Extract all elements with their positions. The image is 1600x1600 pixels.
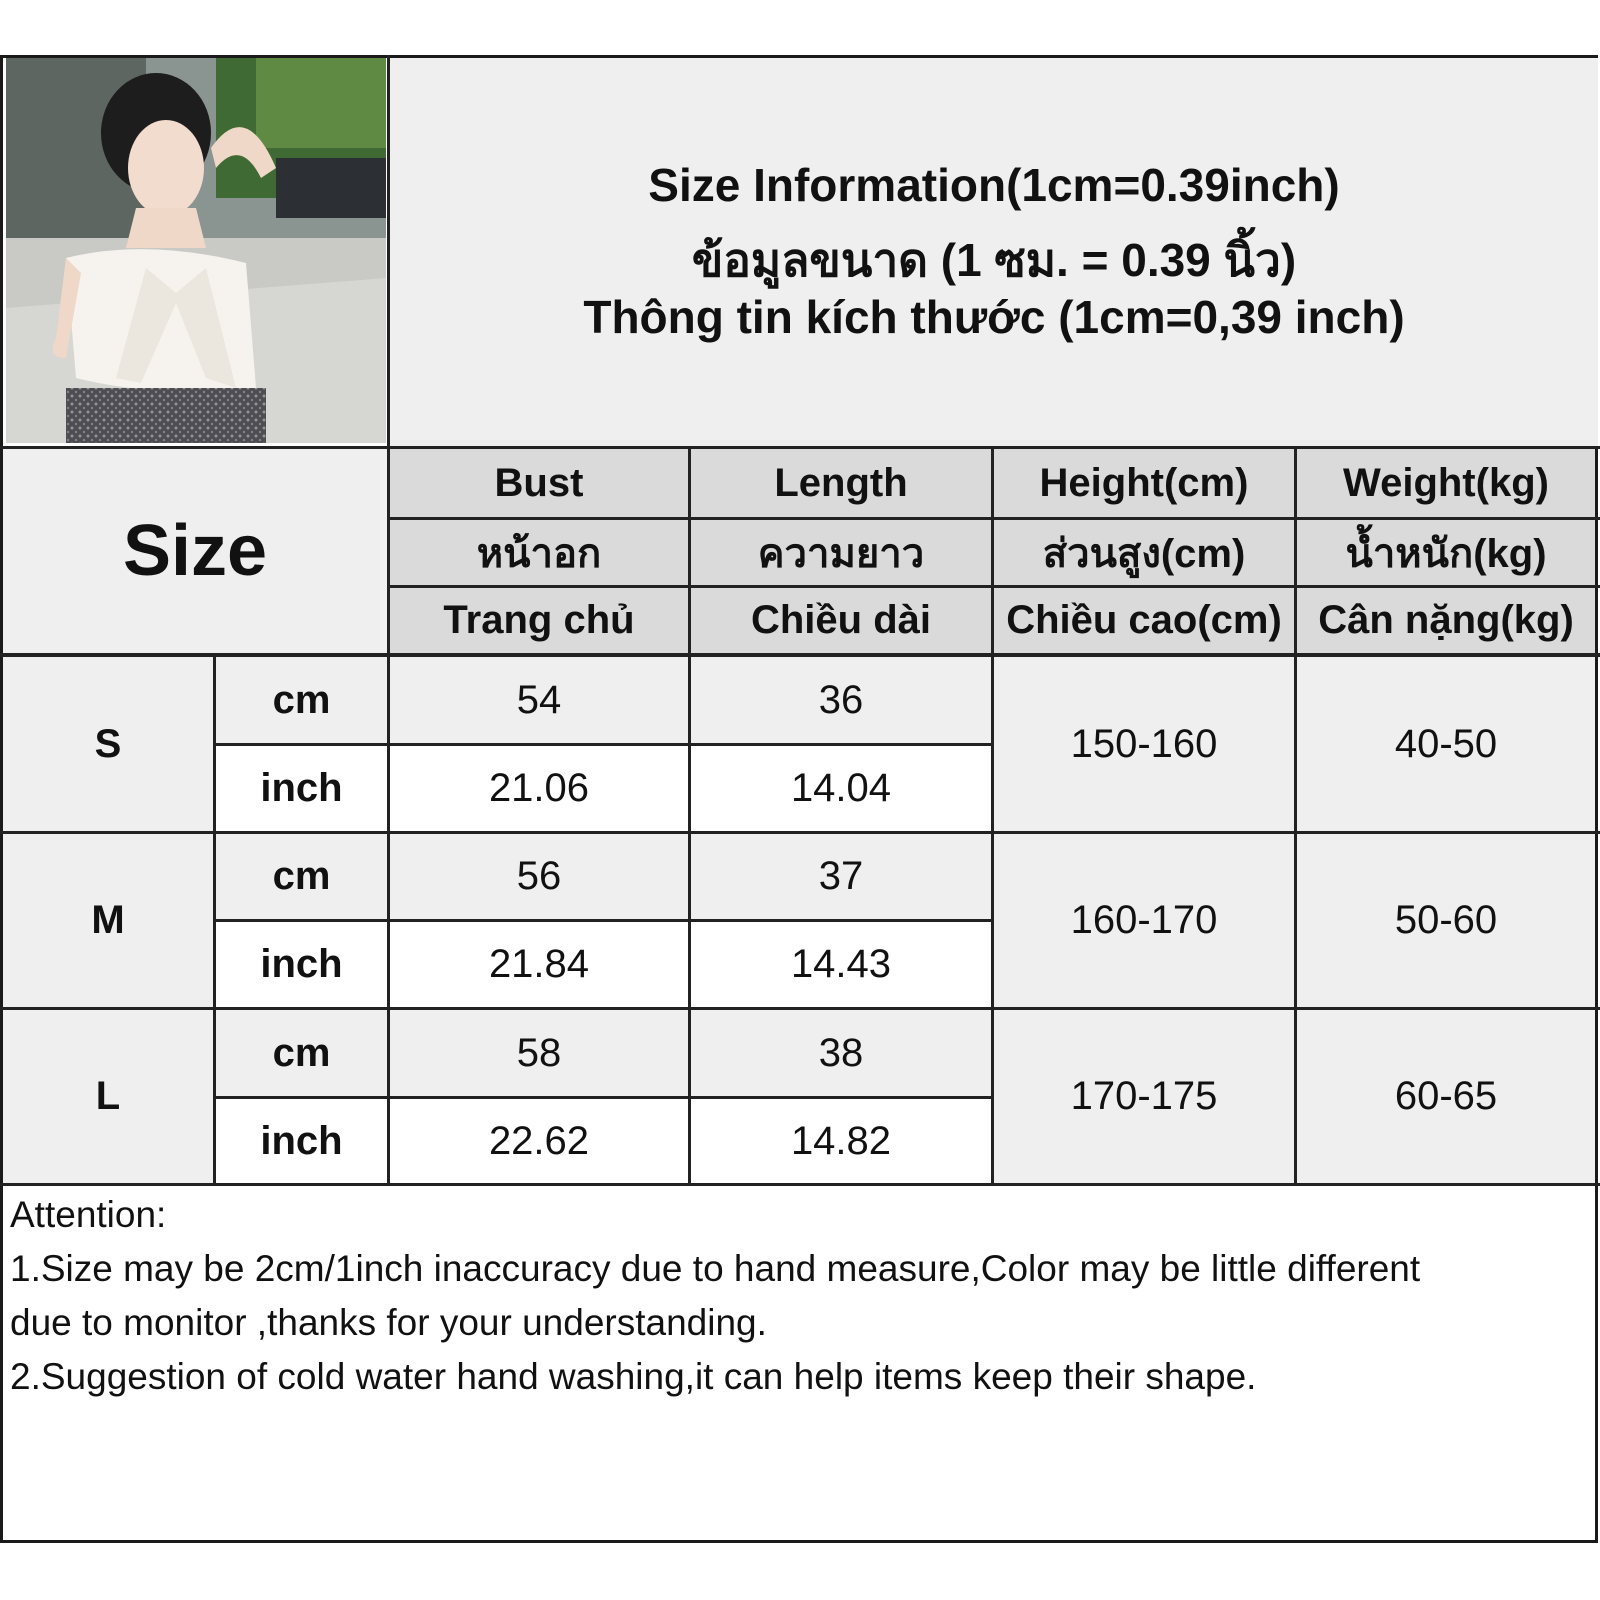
grid-line bbox=[1294, 446, 1297, 1186]
unit-inch: inch bbox=[216, 922, 387, 1007]
grid-line bbox=[213, 653, 216, 1186]
product-photo bbox=[6, 58, 386, 443]
unit-inch: inch bbox=[216, 1099, 387, 1183]
col-height-vi: Chiều cao(cm) bbox=[994, 588, 1294, 653]
grid-line bbox=[688, 446, 691, 1186]
col-length-vi: Chiều dài bbox=[691, 588, 991, 653]
unit-cm: cm bbox=[216, 834, 387, 919]
col-weight-en: Weight(kg) bbox=[1297, 449, 1595, 517]
l-bust-cm: 58 bbox=[390, 1010, 688, 1096]
grid-line bbox=[0, 1007, 1600, 1010]
attention-notes bbox=[10, 1188, 1590, 1404]
grid-line bbox=[213, 1096, 994, 1099]
grid-line bbox=[0, 831, 1600, 834]
col-height-th: ส่วนสูง(cm) bbox=[994, 520, 1294, 585]
l-bust-inch: 22.62 bbox=[390, 1099, 688, 1183]
col-bust-en: Bust bbox=[390, 449, 688, 517]
grid-line bbox=[0, 1183, 1600, 1186]
size-l-label: L bbox=[3, 1010, 213, 1183]
s-length-cm: 36 bbox=[691, 657, 991, 743]
m-height: 160-170 bbox=[994, 834, 1294, 1007]
m-bust-cm: 56 bbox=[390, 834, 688, 919]
notes-line: 1.Size may be 2cm/1inch inaccuracy due to hand measure,Color may be little different bbox=[10, 1248, 1421, 1289]
title-thai: ข้อมูลขนาด (1 ซม. = 0.39 นิ้ว) bbox=[691, 234, 1297, 286]
m-length-inch: 14.43 bbox=[691, 922, 991, 1007]
l-length-cm: 38 bbox=[691, 1010, 991, 1096]
s-height: 150-160 bbox=[994, 657, 1294, 831]
title-vietnamese: Thông tin kích thước (1cm=0,39 inch) bbox=[583, 291, 1405, 343]
m-bust-inch: 21.84 bbox=[390, 922, 688, 1007]
col-bust-th: หน้าอก bbox=[390, 520, 688, 585]
s-length-inch: 14.04 bbox=[691, 746, 991, 831]
l-weight: 60-65 bbox=[1297, 1010, 1595, 1183]
size-s-label: S bbox=[3, 657, 213, 831]
size-m-label: M bbox=[3, 834, 213, 1007]
unit-inch: inch bbox=[216, 746, 387, 831]
col-bust-vi: Trang chủ bbox=[390, 588, 688, 653]
unit-cm: cm bbox=[216, 1010, 387, 1096]
grid-line bbox=[213, 919, 994, 922]
grid-line bbox=[387, 55, 390, 1186]
unit-cm: cm bbox=[216, 657, 387, 743]
col-length-th: ความยาว bbox=[691, 520, 991, 585]
col-length-en: Length bbox=[691, 449, 991, 517]
notes-line: 2.Suggestion of cold water hand washing,it can help items keep their shape. bbox=[10, 1356, 1257, 1397]
col-weight-th: น้ำหนัก(kg) bbox=[1297, 520, 1595, 585]
col-weight-vi: Cân nặng(kg) bbox=[1297, 588, 1595, 653]
notes-line: due to monitor ,thanks for your understanding. bbox=[10, 1302, 767, 1343]
grid-line bbox=[0, 653, 1600, 657]
title-english: Size Information(1cm=0.39inch) bbox=[648, 159, 1340, 211]
col-height-en: Height(cm) bbox=[994, 449, 1294, 517]
m-weight: 50-60 bbox=[1297, 834, 1595, 1007]
size-header: Size bbox=[3, 449, 387, 653]
notes-heading: Attention: bbox=[10, 1194, 167, 1235]
m-length-cm: 37 bbox=[691, 834, 991, 919]
l-length-inch: 14.82 bbox=[691, 1099, 991, 1183]
title-panel bbox=[390, 58, 1598, 446]
grid-line bbox=[0, 446, 1600, 449]
grid-line bbox=[991, 446, 994, 1186]
s-bust-inch: 21.06 bbox=[390, 746, 688, 831]
s-weight: 40-50 bbox=[1297, 657, 1595, 831]
grid-line bbox=[213, 743, 994, 746]
l-height: 170-175 bbox=[994, 1010, 1294, 1183]
s-bust-cm: 54 bbox=[390, 657, 688, 743]
